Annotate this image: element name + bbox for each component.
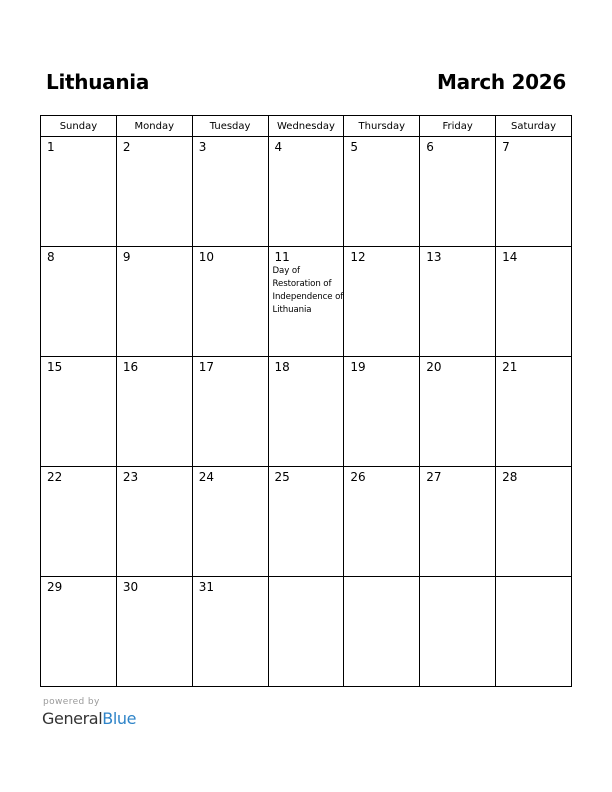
day-number [269, 577, 344, 580]
day-number: 7 [502, 140, 510, 154]
calendar-country-title: Lithuania [46, 70, 150, 94]
day-number: 13 [426, 250, 442, 264]
day-cell [496, 467, 572, 577]
calendar-body [41, 137, 572, 687]
day-number: 26 [350, 470, 366, 484]
day-cell [116, 247, 192, 357]
day-cell [496, 247, 572, 357]
weekday-saturday: Saturday [496, 116, 572, 137]
day-cell [192, 577, 268, 687]
day-number: 8 [47, 250, 55, 264]
weekday-friday: Friday [420, 116, 496, 137]
day-number: 14 [502, 250, 518, 264]
weekday-monday: Monday [116, 116, 192, 137]
day-cell [192, 467, 268, 577]
day-cell [192, 247, 268, 357]
day-number: 11 [274, 250, 290, 264]
day-cell [192, 137, 268, 247]
calendar-week-row [41, 247, 572, 357]
day-cell [41, 467, 117, 577]
day-cell [268, 467, 344, 577]
calendar-grid [40, 115, 572, 687]
day-cell [344, 357, 420, 467]
day-number: 31 [198, 580, 214, 594]
empty-day-cell [496, 577, 572, 687]
day-cell [41, 137, 117, 247]
day-number: 27 [426, 470, 442, 484]
day-cell [268, 247, 344, 357]
weekday-wednesday: Wednesday [268, 116, 344, 137]
weekday-header-row [41, 116, 572, 137]
empty-day-cell [344, 577, 420, 687]
day-number: 1 [47, 140, 55, 154]
day-number: 20 [426, 360, 442, 374]
calendar-week-row [41, 577, 572, 687]
day-number [496, 577, 571, 580]
day-number: 30 [122, 580, 139, 594]
day-number: 18 [274, 360, 290, 374]
weekday-tuesday: Tuesday [192, 116, 268, 137]
day-number: 23 [122, 470, 139, 484]
day-cell [496, 137, 572, 247]
day-cell [496, 357, 572, 467]
day-cell [116, 467, 192, 577]
day-number: 6 [426, 140, 434, 154]
day-cell [420, 137, 496, 247]
day-cell [116, 577, 192, 687]
logo-text-blue: Blue [102, 709, 137, 728]
day-number: 25 [274, 470, 290, 484]
day-number: 21 [502, 360, 518, 374]
calendar-month-title: March 2026 [437, 70, 566, 94]
day-number: 24 [198, 470, 214, 484]
empty-day-cell [420, 577, 496, 687]
day-number: 19 [350, 360, 366, 374]
powered-by-label: powered by [43, 697, 100, 707]
day-number: 28 [502, 470, 518, 484]
day-number: 22 [47, 470, 63, 484]
calendar-week-row [41, 357, 572, 467]
calendar-week-row [41, 137, 572, 247]
logo-text-general: General [42, 709, 103, 728]
day-number: 15 [47, 360, 63, 374]
generalblue-logo [42, 709, 136, 728]
day-number: 4 [274, 140, 283, 154]
day-cell [344, 247, 420, 357]
day-cell [268, 357, 344, 467]
weekday-thursday: Thursday [344, 116, 420, 137]
day-cell [41, 577, 117, 687]
day-cell [344, 137, 420, 247]
holiday-label: Day of Restoration of Independence of Lithuania [272, 266, 344, 315]
day-number: 2 [122, 140, 131, 154]
calendar-week-row [41, 467, 572, 577]
day-number: 12 [350, 250, 366, 264]
day-cell [41, 247, 117, 357]
day-number: 17 [198, 360, 214, 374]
day-number [420, 577, 495, 580]
day-number: 9 [122, 250, 131, 264]
day-cell [268, 137, 344, 247]
day-cell [420, 357, 496, 467]
day-number: 10 [198, 250, 214, 264]
weekday-sunday: Sunday [41, 116, 117, 137]
day-number: 3 [198, 140, 207, 154]
day-number [344, 577, 419, 580]
day-cell [116, 137, 192, 247]
day-number: 16 [122, 360, 139, 374]
day-cell [116, 357, 192, 467]
day-cell [41, 357, 117, 467]
day-cell [192, 357, 268, 467]
day-cell [420, 247, 496, 357]
day-number: 29 [47, 580, 63, 594]
day-cell [344, 467, 420, 577]
day-cell [420, 467, 496, 577]
day-number: 5 [350, 140, 359, 154]
empty-day-cell [268, 577, 344, 687]
